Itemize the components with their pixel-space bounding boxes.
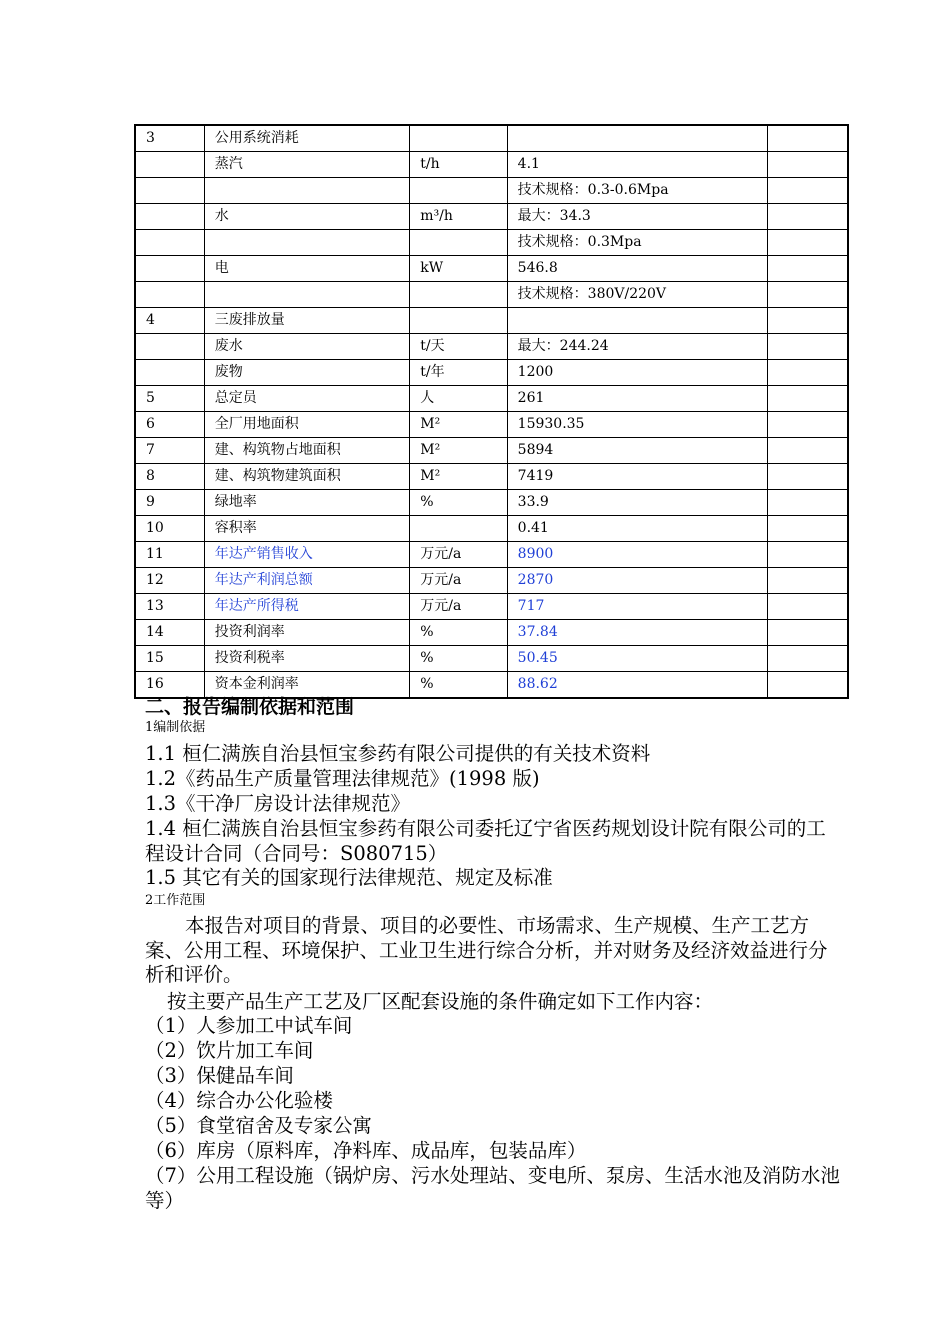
- cell-item: 投资利润率: [204, 620, 410, 646]
- table-row: [135, 490, 848, 516]
- basis-item-1: 1.1 桓仁满族自治县恒宝参药有限公司提供的有关技术资料: [145, 742, 651, 765]
- cell-no: 8: [135, 464, 204, 490]
- table-row: [135, 334, 848, 360]
- cell-unit: [410, 282, 507, 308]
- cell-value: [507, 308, 768, 334]
- cell-item: 废物: [204, 360, 410, 386]
- scope-item-1: （1）人参加工中试车间: [145, 1014, 353, 1037]
- cell-item: 全厂用地面积: [204, 412, 410, 438]
- cell-item: 资本金利润率: [204, 672, 410, 699]
- cell-unit: t/天: [410, 334, 507, 360]
- scope-item-3: （3）保健品车间: [145, 1064, 294, 1087]
- cell-remark: [768, 672, 848, 699]
- cell-no: 9: [135, 490, 204, 516]
- cell-item: 电: [204, 256, 410, 282]
- cell-item: 蒸汽: [204, 152, 410, 178]
- cell-unit: M²: [410, 438, 507, 464]
- cell-item: 三废排放量: [204, 308, 410, 334]
- cell-remark: [768, 204, 848, 230]
- table-row: [135, 204, 848, 230]
- cell-unit: %: [410, 646, 507, 672]
- cell-no: [135, 204, 204, 230]
- table-row: [135, 125, 848, 152]
- cell-remark: [768, 178, 848, 204]
- cell-value: 技术规格：380V/220V: [507, 282, 768, 308]
- cell-item: [204, 230, 410, 256]
- cell-value: 717: [507, 594, 768, 620]
- cell-no: [135, 230, 204, 256]
- cell-value: 88.62: [507, 672, 768, 699]
- cell-remark: [768, 516, 848, 542]
- cell-no: [135, 152, 204, 178]
- table-row: [135, 360, 848, 386]
- cell-item: 年达产销售收入: [204, 542, 410, 568]
- cell-no: 3: [135, 125, 204, 152]
- cell-value: 37.84: [507, 620, 768, 646]
- basis-item-3: 1.3《干净厂房设计法律规范》: [145, 792, 411, 815]
- subheading-basis: 1编制依据: [145, 720, 206, 735]
- scope-paragraph: 本报告对项目的背景、项目的必要性、市场需求、生产规模、生产工艺方案、公用工程、环境保护、工业卫生进行综合分析，并对财务及经济效益进行分析和评价。: [145, 914, 828, 986]
- cell-value: 15930.35: [507, 412, 768, 438]
- basis-item-2: 1.2《药品生产质量管理法律规范》(1998 版): [145, 767, 540, 790]
- cell-item: 公用系统消耗: [204, 125, 410, 152]
- cell-no: 6: [135, 412, 204, 438]
- cell-unit: 万元/a: [410, 542, 507, 568]
- spec-table: [134, 124, 849, 699]
- cell-value: 0.41: [507, 516, 768, 542]
- cell-remark: [768, 152, 848, 178]
- cell-unit: t/年: [410, 360, 507, 386]
- cell-no: [135, 282, 204, 308]
- table-row: [135, 542, 848, 568]
- table-row: [135, 152, 848, 178]
- table-row: [135, 594, 848, 620]
- cell-unit: t/h: [410, 152, 507, 178]
- table-row: [135, 568, 848, 594]
- cell-remark: [768, 490, 848, 516]
- cell-item: [204, 282, 410, 308]
- cell-value: 4.1: [507, 152, 768, 178]
- cell-no: 15: [135, 646, 204, 672]
- cell-value: 技术规格：0.3Mpa: [507, 230, 768, 256]
- table-row: [135, 308, 848, 334]
- cell-unit: [410, 230, 507, 256]
- cell-item: 废水: [204, 334, 410, 360]
- cell-unit: [410, 178, 507, 204]
- cell-remark: [768, 568, 848, 594]
- cell-remark: [768, 412, 848, 438]
- table-row: [135, 438, 848, 464]
- cell-no: 11: [135, 542, 204, 568]
- cell-value: 50.45: [507, 646, 768, 672]
- table-row: [135, 620, 848, 646]
- cell-value: 1200: [507, 360, 768, 386]
- cell-remark: [768, 282, 848, 308]
- table-row: [135, 256, 848, 282]
- cell-unit: %: [410, 672, 507, 699]
- cell-value: [507, 125, 768, 152]
- cell-value: 546.8: [507, 256, 768, 282]
- cell-remark: [768, 125, 848, 152]
- cell-no: 16: [135, 672, 204, 699]
- cell-no: 7: [135, 438, 204, 464]
- table-row: [135, 178, 848, 204]
- cell-unit: 人: [410, 386, 507, 412]
- cell-no: 5: [135, 386, 204, 412]
- cell-remark: [768, 464, 848, 490]
- cell-value: 最大：244.24: [507, 334, 768, 360]
- cell-no: [135, 360, 204, 386]
- cell-remark: [768, 230, 848, 256]
- cell-no: [135, 334, 204, 360]
- table-row: [135, 386, 848, 412]
- cell-item: 年达产所得税: [204, 594, 410, 620]
- scope-item-5: （5）食堂宿舍及专家公寓: [145, 1114, 372, 1137]
- table-row: [135, 464, 848, 490]
- cell-remark: [768, 386, 848, 412]
- cell-remark: [768, 542, 848, 568]
- cell-item: 建、构筑物占地面积: [204, 438, 410, 464]
- cell-remark: [768, 360, 848, 386]
- cell-remark: [768, 256, 848, 282]
- scope-intro: 按主要产品生产工艺及厂区配套设施的条件确定如下工作内容：: [167, 990, 714, 1013]
- table-row: [135, 230, 848, 256]
- cell-unit: M²: [410, 412, 507, 438]
- cell-no: 13: [135, 594, 204, 620]
- cell-no: 12: [135, 568, 204, 594]
- cell-item: 建、构筑物建筑面积: [204, 464, 410, 490]
- subheading-scope: 2工作范围: [145, 893, 206, 908]
- scope-item-7: （7）公用工程设施（锅炉房、污水处理站、变电所、泵房、生活水池及消防水池等）: [145, 1164, 840, 1212]
- cell-value: 7419: [507, 464, 768, 490]
- cell-item: [204, 178, 410, 204]
- cell-remark: [768, 620, 848, 646]
- cell-no: [135, 178, 204, 204]
- table-row: [135, 516, 848, 542]
- cell-item: 投资利税率: [204, 646, 410, 672]
- cell-no: 10: [135, 516, 204, 542]
- scope-item-2: （2）饮片加工车间: [145, 1039, 314, 1062]
- cell-value: 5894: [507, 438, 768, 464]
- cell-item: 绿地率: [204, 490, 410, 516]
- cell-unit: [410, 125, 507, 152]
- cell-remark: [768, 646, 848, 672]
- cell-item: 总定员: [204, 386, 410, 412]
- cell-remark: [768, 594, 848, 620]
- cell-value: 2870: [507, 568, 768, 594]
- scope-item-6: （6）库房（原料库，净料库、成品库，包装品库）: [145, 1139, 587, 1162]
- table-row: [135, 646, 848, 672]
- cell-value: 最大：34.3: [507, 204, 768, 230]
- cell-unit: m³/h: [410, 204, 507, 230]
- scope-item-4: （4）综合办公化验楼: [145, 1089, 333, 1112]
- table-row: [135, 412, 848, 438]
- cell-remark: [768, 438, 848, 464]
- cell-unit: M²: [410, 464, 507, 490]
- table-row: [135, 282, 848, 308]
- cell-no: 4: [135, 308, 204, 334]
- cell-unit: [410, 308, 507, 334]
- cell-no: [135, 256, 204, 282]
- section-heading: 二、报告编制依据和范围: [145, 696, 355, 718]
- cell-value: 8900: [507, 542, 768, 568]
- basis-item-4: 1.4 桓仁满族自治县恒宝参药有限公司委托辽宁省医药规划设计院有限公司的工程设计合同（合同号：S080715）: [145, 817, 826, 865]
- cell-unit: 万元/a: [410, 594, 507, 620]
- cell-item: 水: [204, 204, 410, 230]
- cell-remark: [768, 308, 848, 334]
- cell-unit: %: [410, 620, 507, 646]
- cell-value: 33.9: [507, 490, 768, 516]
- cell-unit: kW: [410, 256, 507, 282]
- cell-unit: %: [410, 490, 507, 516]
- cell-item: 容积率: [204, 516, 410, 542]
- cell-unit: 万元/a: [410, 568, 507, 594]
- basis-item-5: 1.5 其它有关的国家现行法律规范、规定及标准: [145, 866, 553, 889]
- cell-value: 技术规格：0.3-0.6Mpa: [507, 178, 768, 204]
- cell-remark: [768, 334, 848, 360]
- cell-unit: [410, 516, 507, 542]
- cell-item: 年达产利润总额: [204, 568, 410, 594]
- cell-no: 14: [135, 620, 204, 646]
- spec-table-body: [135, 125, 848, 698]
- cell-value: 261: [507, 386, 768, 412]
